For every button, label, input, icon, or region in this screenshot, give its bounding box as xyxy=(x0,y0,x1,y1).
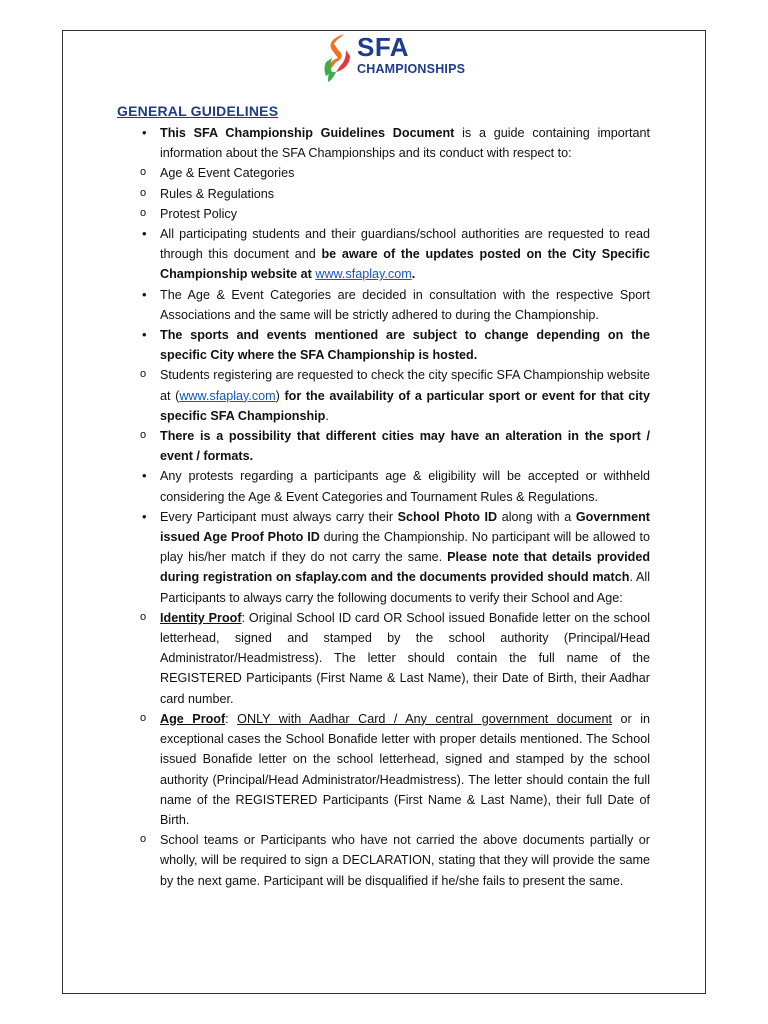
sub-bullet-declaration: o School teams or Participants who have not carried the above documents partially or wholly, will be required to sign a DECLARATION, stating that they will provide the same by the next game. Participant will be disqualified if he/she fails to present the same. xyxy=(160,830,650,891)
sub-bullet-age-proof xyxy=(160,709,650,830)
identity-proof-label: Identity Proof xyxy=(160,610,242,625)
bullet-text-4: . All Participants to always carry the following documents to verify their School and Age: xyxy=(160,570,650,605)
bullet-strong-note: Please note that details provided during registration on sfaplay.com and the documents provided should match xyxy=(160,550,651,585)
bullet-sports-change xyxy=(160,325,650,365)
sub-bullet-strong: There is a possibility that different cities may have an alteration in the sport / event / formats. xyxy=(160,429,650,464)
sub-bullet-check-website xyxy=(160,365,650,426)
bullet-strong-gov-id: Government issued Age Proof Photo ID xyxy=(160,509,650,545)
sub-bullet-rules: o Rules & Regulations xyxy=(160,184,650,204)
page-heading: GENERAL GUIDELINES xyxy=(117,103,279,119)
bullet-text-strong: The sports and events mentioned are subject to change depending on the specific City where the SFA Championship is hosted. xyxy=(160,328,650,363)
bullet-protests: • Any protests regarding a participants age & eligibility will be accepted or withheld considering the Age & Event Categories and Tournament Rules & Regulations. xyxy=(160,466,650,506)
logo-subtitle: CHAMPIONSHIPS xyxy=(357,62,466,76)
bullet-text-strong: This SFA Championship Guidelines Document xyxy=(160,126,455,140)
age-proof-colon: : xyxy=(225,711,238,726)
logo-title: SFA xyxy=(357,32,410,62)
sub-bullet-identity-proof xyxy=(160,608,650,709)
age-proof-label: Age Proof xyxy=(160,711,226,726)
guidelines-body xyxy=(160,123,650,891)
age-proof-text: or in exceptional cases the School Bonafide letter with proper details mentioned. The School issued Bonafide letter on the school letterhead, signed and stamped by the school authority (Principal/Head Administrator/Headmistress). The letter should contain the full name of the REGISTERED Participants (First Name & Last Name), their full Date of Birth. xyxy=(160,711,650,827)
sub-bullet-strong: for the availability of a particular sport or event for that city specific SFA Championship xyxy=(160,388,650,423)
sub-bullet-text: Students registering are requested to check the city specific SFA Championship website at ( xyxy=(160,368,650,403)
sfa-logo-icon xyxy=(322,32,354,84)
sub-bullet-end: . xyxy=(325,408,329,423)
sfaplay-link[interactable]: www.sfaplay.com xyxy=(315,267,412,282)
sub-bullet-protest: o Protest Policy xyxy=(160,204,650,224)
bullet-text-end: . xyxy=(411,267,416,282)
identity-proof-text: : Original School ID card OR School issued Bonafide letter on the school letterhead, signed and stamped by the school authority (Principal/Head Administrator/Headmistress). The letter should contain the full name of the REGISTERED Participants (First Name & Last Name), their Date of Birth, their Aadhar card number. xyxy=(160,610,650,706)
bullet-guidelines-document xyxy=(160,123,650,163)
bullet-age-categories: • The Age & Event Categories are decided in consultation with the respective Sport Associations and the same will be strictly adhered to during the Championship. xyxy=(160,285,650,325)
sub-bullet-close: ) xyxy=(275,388,280,403)
bullet-strong-school-id: School Photo ID xyxy=(397,509,498,524)
bullet-text: All participating students and their guardians/school authorities are requested to read through this document and xyxy=(160,227,650,262)
bullet-text: Every Participant must always carry their xyxy=(160,509,398,524)
sfa-championships-logo xyxy=(322,30,482,84)
sub-bullet-age-event: o Age & Event Categories xyxy=(160,163,650,183)
bullet-photo-id xyxy=(160,507,650,608)
bullet-participants-read xyxy=(160,224,650,285)
bullet-text: is a guide containing important information about the SFA Championships and its conduct with respect to: xyxy=(160,126,650,161)
age-proof-underlined: ONLY with Aadhar Card / Any central government document xyxy=(237,711,612,726)
sfaplay-link-2[interactable]: www.sfaplay.com xyxy=(179,388,276,403)
bullet-text-2: along with a xyxy=(497,509,576,524)
sub-bullet-city-alteration xyxy=(160,426,650,466)
bullet-text-3: during the Championship. No participant will be allowed to play his/her match if they do not carry the same. xyxy=(160,530,650,565)
bullet-text-strong: be aware of the updates posted on the City Specific Championship website at xyxy=(160,247,650,282)
